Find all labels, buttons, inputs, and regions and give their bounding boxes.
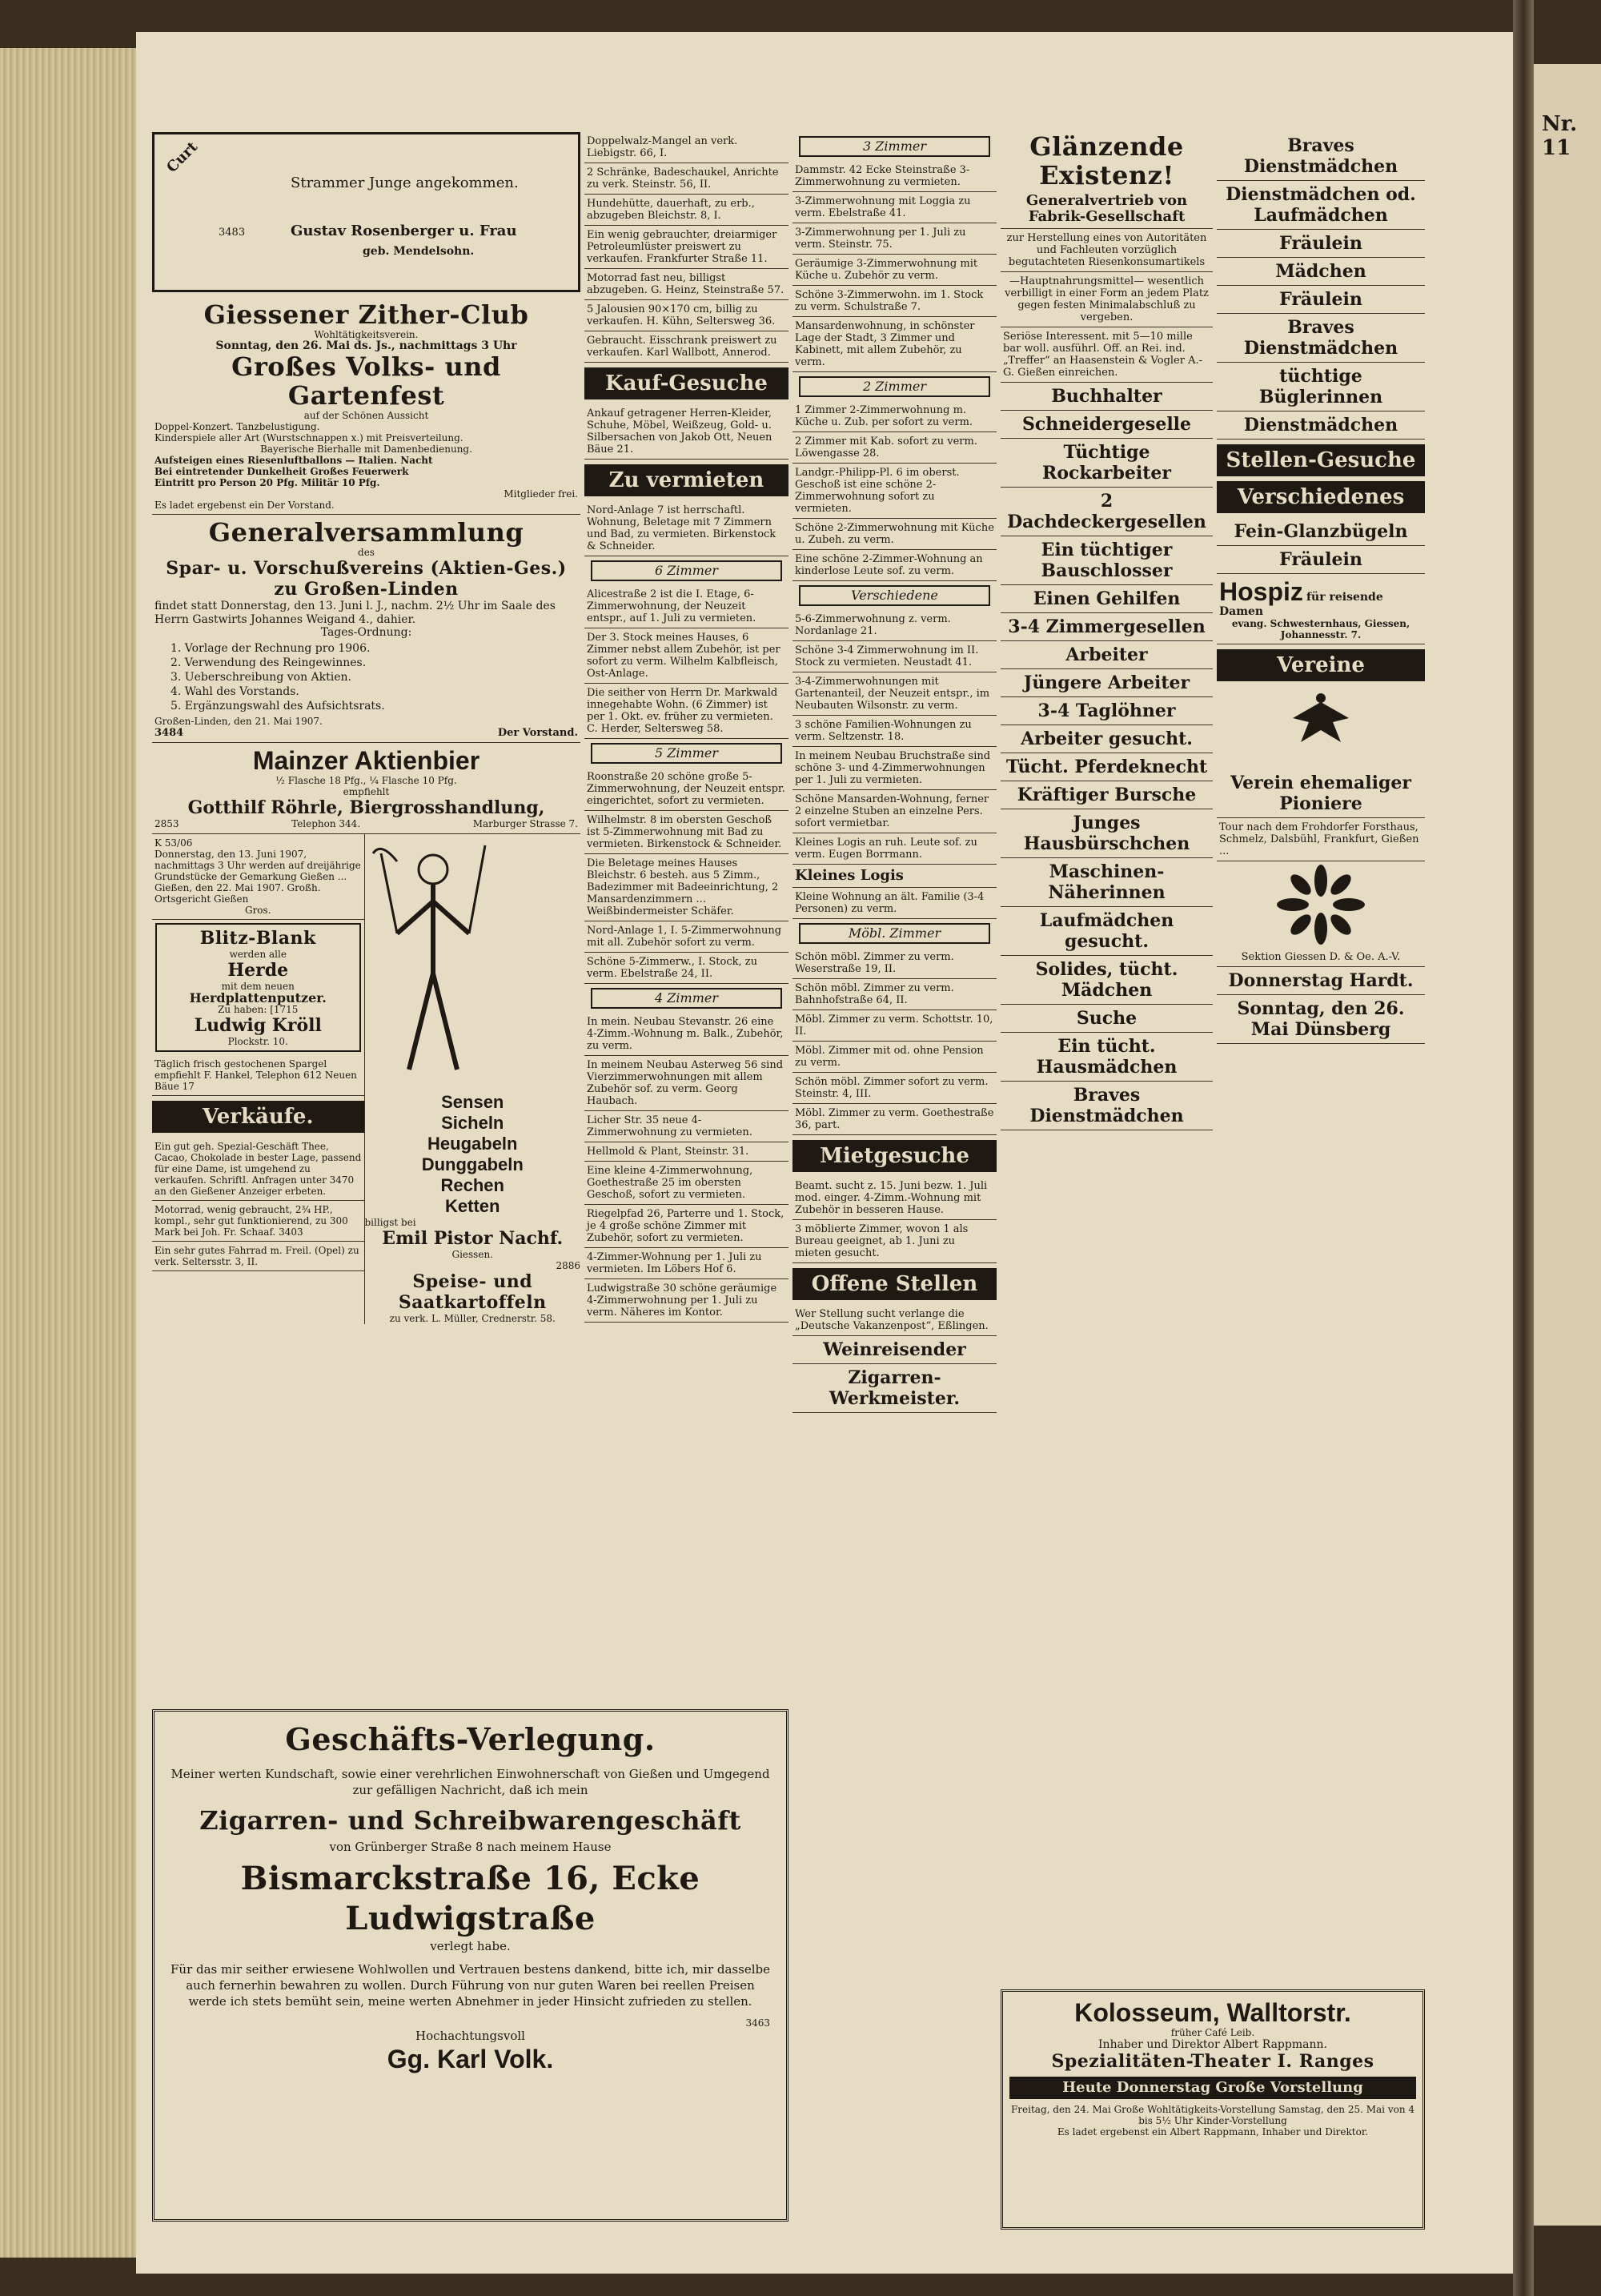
job-fr2: Fräulein: [1217, 286, 1425, 314]
blitz-l5: Zu haben: [1715: [218, 1004, 299, 1015]
blitz-addr: Plockstr. 10.: [227, 1036, 288, 1047]
pioniere-title: Verein ehemaliger Pioniere: [1217, 769, 1425, 818]
job-bursche: Kräftiger Bursche: [1001, 781, 1213, 809]
furnished-item: Möbl. Zimmer mit od. ohne Pension zu verm.: [792, 1042, 997, 1073]
existenz-title: Glänzende Existenz!: [1029, 132, 1184, 191]
verlegung-ref: 3463: [745, 2017, 770, 2029]
job-arbgesucht: Arbeiter gesucht.: [1001, 725, 1213, 753]
six-item: Der 3. Stock meines Hauses, 6 Zimmer nebst allem Zubehör, ist per sofort zu verm. Wilhelm Kalbfleisch, Ost-Anlage.: [584, 628, 788, 684]
three-rooms-head: 3 Zimmer: [799, 136, 990, 157]
four-item: Riegelpfad 26, Parterre und 1. Stock, je 4 große schöne Zimmer mit Zubehör, sofort zu vermieten.: [584, 1205, 788, 1248]
existenz-sub: Generalvertrieb von Fabrik-Gesellschaft: [1001, 190, 1213, 229]
meeting-org: Spar- u. Vorschußvereins (Aktien-Ges.): [166, 558, 567, 579]
existenz-text2: —Hauptnahrungsmittel— wesentlich verbilligt in einer Form an jedem Platz gegen festen Minimalabschluß zu vergeben.: [1001, 272, 1213, 327]
zither-line-2: Kinderspiele aller Art (Wurstschnappen x.) mit Preisverteilung.: [154, 432, 463, 444]
birth-announcement: [152, 132, 580, 292]
agenda-item: 3. Ueberschreibung von Aktien.: [171, 671, 351, 684]
beer-prices: ½ Flasche 18 Pfg., ¼ Flasche 10 Pfg.: [275, 775, 457, 786]
furnished-head: Möbl. Zimmer: [799, 923, 990, 944]
job-suche: Suche: [1001, 1005, 1213, 1033]
tool-item: Rechen: [440, 1175, 504, 1195]
farmer-illustration: [365, 837, 501, 1086]
three-item: Schöne 3-Zimmerwohn. im 1. Stock zu verm. Schulstraße 7.: [792, 286, 997, 317]
zither-place: auf der Schönen Aussicht: [303, 410, 429, 421]
meeting-sign: Der Vorstand.: [497, 727, 578, 739]
job-zimmer: 3-4 Zimmergesellen: [1001, 613, 1213, 641]
job-masch: Maschinen-Näherinnen: [1001, 858, 1213, 907]
furnished-item: Möbl. Zimmer zu verm. Goethestraße 36, part.: [792, 1104, 997, 1135]
book-spine: [1513, 0, 1534, 2296]
meeting-ad: [152, 515, 580, 743]
meeting-place: zu Großen-Linden: [274, 579, 459, 600]
five-item: Die Beletage meines Hauses Bleichstr. 6 besteh. aus 5 Zimm., Badezimmer mit Badeeinrichtung, 2 Mansardenzimmern ... Weißbindermeister Schäfer.: [584, 854, 788, 921]
tool-item: Sensen: [441, 1092, 504, 1112]
two-item: 2 Zimmer mit Kab. sofort zu verm. Löwengasse 28.: [792, 432, 997, 464]
birth-text: Strammer Junge angekommen.: [291, 175, 519, 191]
meeting-agenda: [171, 641, 578, 713]
hospiz-title: Hospiz: [1219, 577, 1303, 606]
job-arbeiter: Arbeiter: [1001, 641, 1213, 669]
page-stack-edge: [0, 48, 136, 2258]
four-item: Hellmold & Plant, Steinstr. 31.: [584, 1142, 788, 1162]
beer-phone: Telephon 344.: [291, 818, 361, 829]
kauf-item: Ankauf getragener Herren-Kleider, Schuhe, Möbel, Weißzeug, Gold- u. Silbersachen von Jakob Ott, Neuen Bäue 21.: [584, 404, 788, 460]
job-brav2: Braves Dienstmädchen: [1217, 314, 1425, 363]
meeting-intro: findet statt Donnerstag, den 13. Juni l. J., nachm. 2½ Uhr im Saale des Herrn Gastwirts Johannes Weigand 4., dahier.: [154, 600, 556, 626]
job-rock: Tüchtige Rockarbeiter: [1001, 439, 1213, 488]
two-item: 1 Zimmer 2-Zimmerwohnung m. Küche u. Zub. per sofort zu verm.: [792, 401, 997, 432]
furnished-item: Schön möbl. Zimmer zu verm. Bahnhofstraße 64, II.: [792, 979, 997, 1010]
kolosseum-today: Heute Donnerstag Große Vorstellung: [1009, 2077, 1416, 2099]
job-schlosser: Ein tüchtiger Bauschlosser: [1001, 536, 1213, 585]
column-1: [152, 132, 580, 1701]
verkaufe-item: Ein gut geh. Spezial-Geschäft Thee, Cacao, Chokolade in bester Lage, passend für eine Dame, ist umgehend zu verkaufen. Schriftl. Anfragen unter 3470 an den Gießener Anzeiger erbeten.: [152, 1138, 364, 1201]
beer-seller: Gotthilf Röhrle, Biergrosshandlung,: [187, 797, 545, 818]
existenz-text: zur Herstellung eines von Autoritäten und Fachleuten vorzüglich begutachteten Riesenkonsumartikels: [1001, 229, 1213, 272]
birth-names: Gustav Rosenberger u. Frau: [291, 223, 517, 239]
agenda-item: 5. Ergänzungswahl des Aufsichtsrats.: [171, 700, 385, 712]
zither-line-5: Bei eintretender Dunkelheit Großes Feuerwerk: [154, 466, 409, 477]
job-haus: Junges Hausbürschchen: [1001, 809, 1213, 858]
kolosseum-end: Es ladet ergebenst ein Albert Rappmann, Inhaber und Direktor.: [1057, 2126, 1369, 2137]
three-item: 3-Zimmerwohnung per 1. Juli zu verm. Steinstr. 75.: [792, 223, 997, 255]
verm-item: Nord-Anlage 7 ist herrschaftl. Wohnung, Beletage mit 7 Zimmern und Bad, zu vermieten. Birkenstock & Schneider.: [584, 501, 788, 556]
sale-item: Ein wenig gebrauchter, dreiarmiger Petroleumlüster preiswert zu verkaufen. Frankfurter Straße 11.: [584, 226, 788, 269]
meeting-agenda-title: Tages-Ordnung:: [320, 626, 412, 639]
two-item: Eine schöne 2-Zimmer-Wohnung an kinderlose Leute sof. zu verm.: [792, 550, 997, 581]
blitz-l1: werden alle: [229, 949, 287, 960]
verlegung-p2: Für das mir seither erwiesene Wohlwollen und Vertrauen bestens dankend, bitte ich, mir dasselbe auch fernerhin bewahren zu wollen. Durch Führung von nur guten Waren bei reellen Preisen werde ich stets bemüht sein, meine werten Abnehmer in jeder Hinsicht zufrieden zu stellen.: [171, 1962, 770, 2009]
sonntag: Sonntag, den 26. Mai Dünsberg: [1217, 995, 1425, 1044]
spargel-ad: Täglich frisch gestochenen Spargel empfiehlt F. Hankel, Telephon 612 Neuen Bäue 17: [152, 1055, 364, 1096]
various-item: Schöne Mansarden-Wohnung, ferner 2 einzelne Stuben an einzelne Pers. sofort vermietbar.: [792, 790, 997, 833]
sale-item: Hundehütte, dauerhaft, zu erb., abzugeben Bleichstr. 8, I.: [584, 195, 788, 226]
verm-banner: Zu vermieten: [584, 464, 788, 496]
geschaefts-verlegung-ad: [152, 1709, 788, 2222]
zither-line-4: Aufsteigen eines Riesenluftballons — Italien. Nacht: [154, 455, 433, 466]
agenda-item: 2. Verwendung des Reingewinnes.: [171, 656, 367, 669]
five-rooms-head: 5 Zimmer: [591, 743, 782, 764]
hospiz-ad: [1217, 574, 1425, 644]
next-page-number: Nr. 11: [1542, 112, 1578, 160]
sale-item: 5 Jalousien 90×170 cm, billig zu verkaufen. H. Kühn, Seltersweg 36.: [584, 300, 788, 331]
furnished-item: Möbl. Zimmer zu verm. Schottstr. 10, II.: [792, 1010, 997, 1042]
various-item: Kleines Logis an ruh. Leute sof. zu verm. Eugen Borrmann.: [792, 833, 997, 865]
birth-maiden: geb. Mendelsohn.: [363, 245, 475, 258]
eagle-emblem-icon: [1277, 686, 1365, 766]
various-item: 3 schöne Familien-Wohnungen zu verm. Seltzenstr. 18.: [792, 716, 997, 747]
agenda-item: 1. Vorlage der Rechnung pro 1906.: [171, 642, 371, 655]
tool-item: Ketten: [445, 1196, 500, 1216]
two-item: Landgr.-Philipp-Pl. 6 im oberst. Geschoß ist eine schöne 2-Zimmerwohnung sofort zu vermieten.: [792, 464, 997, 519]
job-gehilfe: Einen Gehilfen: [1001, 585, 1213, 613]
six-item: Die seither von Herrn Dr. Markwald innegehabte Wohn. (6 Zimmer) ist per 1. Okt. ev. früher zu vermieten. C. Herder, Seltersweg 58.: [584, 684, 788, 739]
six-item: Alicestraße 2 ist die I. Etage, 6-Zimmerwohnung, der Neuzeit entspr., auf 1. Juli zu vermieten.: [584, 585, 788, 628]
job-bueg: tüchtige Büglerinnen: [1217, 363, 1425, 411]
zither-line-6: Eintritt pro Person 20 Pfg. Militär 10 Pfg.: [154, 477, 380, 488]
potatoes-title: Speise- und Saatkartoffeln: [398, 1271, 547, 1313]
three-item: Dammstr. 42 Ecke Steinstraße 3-Zimmerwohnung zu vermieten.: [792, 161, 997, 192]
verlegung-verlegt: verlegt habe.: [430, 1939, 511, 1953]
sektion-title: Sektion Giessen D. & Oe. A.-V.: [1217, 948, 1425, 967]
tool-item: Dunggabeln: [421, 1154, 524, 1174]
kolosseum-spec: Spezialitäten-Theater I. Ranges: [1051, 2051, 1374, 2072]
four-item: In meinem Neubau Asterweg 56 sind Vierzimmerwohnungen mit allem Zubehör sof. zu verm. Georg Haubach.: [584, 1056, 788, 1111]
job-brav-dm: Braves Dienstmädchen: [1217, 132, 1425, 181]
various-item: Schöne 3-4 Zimmerwohnung im II. Stock zu vermieten. Neustadt 41.: [792, 641, 997, 672]
pioniere-text: Tour nach dem Frohdorfer Forsthaus, Schmelz, Dalsbühl, Frankfurt, Gießen ...: [1217, 818, 1425, 861]
furnished-item: Schön möbl. Zimmer zu verm. Weserstraße 19, II.: [792, 948, 997, 979]
zither-event: Großes Volks- und Gartenfest: [231, 351, 501, 411]
blitz-l3: mit dem neuen: [221, 981, 295, 992]
job-schneider: Schneidergeselle: [1001, 411, 1213, 439]
three-item: Mansardenwohnung, in schönster Lage der Stadt, 3 Zimmer und Kabinett, mit allem Zubehör, zu verm.: [792, 317, 997, 372]
four-item: Ludwigstraße 30 schöne geräumige 4-Zimmerwohnung per 1. Juli zu verm. Näheres im Kontor.: [584, 1279, 788, 1323]
meeting-date: Großen-Linden, den 21. Mai 1907.: [154, 716, 323, 727]
beer-title: Mainzer Aktienbier: [252, 746, 480, 775]
miet-item: 3 möblierte Zimmer, wovon 1 als Bureau geeignet, ab 1. Juni zu mieten gesucht.: [792, 1220, 997, 1263]
tools-ref: 2886: [556, 1260, 580, 1271]
column-4: [1001, 132, 1213, 2270]
job-pferd: Tücht. Pferdeknecht: [1001, 753, 1213, 781]
job-hausm: Ein tücht. Hausmädchen: [1001, 1033, 1213, 1082]
miet-item: Beamt. sucht z. 15. Juni bezw. 1. Juli mod. einger. 4-Zimm.-Wohnung mit Zubehör in besseren Hause.: [792, 1177, 997, 1220]
various-item: In meinem Neubau Bruchstraße sind schöne 3- und 4-Zimmerwohnungen per 1. Juli zu vermieten.: [792, 747, 997, 790]
blitz-l2: Herde: [227, 960, 289, 981]
verlegung-addr: Bismarckstraße 16, Ecke Ludwigstraße: [240, 1860, 700, 1937]
five-item: Roonstraße 20 schöne große 5-Zimmerwohnung, der Neuzeit entspr. eingerichtet, sofort zu vermieten.: [584, 768, 788, 811]
job-jung: Jüngere Arbeiter: [1001, 669, 1213, 697]
verlegung-hoch: Hochachtungsvoll: [415, 2029, 525, 2043]
kolosseum-title: Kolosseum, Walltorstr.: [1074, 1998, 1351, 2027]
announcement-tag: Curt: [163, 138, 202, 176]
job-mad: Mädchen: [1217, 258, 1425, 286]
sale-item: Doppelwalz-Mangel an verk. Liebigstr. 66, I.: [584, 132, 788, 163]
hospiz-addr: evang. Schwesternhaus, Giessen, Johannesstr. 7.: [1231, 618, 1410, 640]
hospiz-sub: für reisende Damen: [1219, 591, 1383, 618]
verlegung-title: Geschäfts-Verlegung.: [285, 1721, 656, 1757]
various-head: Verschiedene: [799, 585, 990, 606]
five-item: Nord-Anlage 1, I. 5-Zimmerwohnung mit all. Zubehör sofort zu verm.: [584, 921, 788, 953]
kolosseum-owner: Inhaber und Direktor Albert Rappmann.: [1098, 2038, 1327, 2051]
zigarren-ad: Zigarren-Werkmeister.: [792, 1364, 997, 1413]
verlegung-shop: Zigarren- und Schreibwarengeschäft: [199, 1805, 741, 1836]
miet-banner: Mietgesuche: [792, 1140, 997, 1172]
job-dach: 2 Dachdeckergesellen: [1001, 488, 1213, 536]
kolosseum-fri: Freitag, den 24. Mai Große Wohltätigkeits-Vorstellung Samstag, den 25. Mai von 4 bis 5½ Uhr Kinder-Vorstellung: [1010, 2104, 1415, 2126]
blitz-title: Blitz-Blank: [199, 928, 316, 949]
three-item: Geräumige 3-Zimmerwohnung mit Küche u. Zubehör zu verm.: [792, 255, 997, 286]
fein-ad: Fein-Glanzbügeln: [1217, 518, 1425, 546]
birth-ref: 3483: [219, 227, 246, 239]
auction-notice: [152, 834, 364, 920]
small-flat: Kleine Wohnung an ält. Familie (3-4 Personen) zu verm.: [792, 888, 997, 919]
zither-line-7: Mitglieder frei.: [504, 488, 578, 500]
zither-date: Sonntag, den 26. Mai ds. Js., nachmittags 3 Uhr: [215, 339, 517, 352]
stellen-gesuche-banner: Stellen-Gesuche: [1217, 444, 1425, 476]
tool-item: Heugabeln: [427, 1134, 518, 1154]
frl-ad: Fräulein: [1217, 546, 1425, 574]
job-lauf: Laufmädchen gesucht.: [1001, 907, 1213, 956]
tools-seller: Emil Pistor Nachf.: [382, 1228, 564, 1249]
verlegung-p1: Meiner werten Kundschaft, sowie einer verehrlichen Einwohnerschaft von Gießen und Umgegend zur gefälligen Nachricht, daß ich mein: [171, 1767, 770, 1797]
beer-empf: empfiehlt: [343, 786, 390, 797]
two-item: Schöne 2-Zimmerwohnung mit Küche u. Zubeh. zu verm.: [792, 519, 997, 550]
beer-addr: Marburger Strasse 7.: [472, 818, 578, 829]
beer-ad: [152, 743, 580, 834]
zither-line-1: Doppel-Konzert. Tanzbelustigung.: [154, 421, 320, 432]
auction-sign: Gros.: [244, 905, 271, 916]
sale-item: 2 Schränke, Badeschaukel, Anrichte zu verk. Steinstr. 56, II.: [584, 163, 788, 195]
verkaufe-item: Ein sehr gutes Fahrrad m. Freil. (Opel) zu verk. Seltersstr. 3, II.: [152, 1242, 364, 1271]
tools-city: Giessen.: [451, 1249, 493, 1260]
meeting-title: Generalversammlung: [208, 517, 524, 548]
job-dm: Dienstmädchen od. Laufmädchen: [1217, 181, 1425, 230]
tools-price: billigst bei: [364, 1217, 416, 1228]
potatoes-seller: zu verk. L. Müller, Crednerstr. 58.: [389, 1313, 556, 1324]
four-rooms-head: 4 Zimmer: [591, 988, 782, 1009]
job-buchhalter: Buchhalter: [1001, 383, 1213, 411]
verlegung-name: Gg. Karl Volk.: [387, 2045, 554, 2073]
furnished-item: Schön möbl. Zimmer sofort zu verm. Steinstr. 4, III.: [792, 1073, 997, 1104]
verschiedenes-banner: Verschiedenes: [1217, 481, 1425, 513]
five-item: Wilhelmstr. 8 im obersten Geschoß ist 5-Zimmerwohnung mit Bad zu vermieten. Birkenstock & Schneider.: [584, 811, 788, 854]
existenz-text3: Seriöse Interessent. mit 5—10 mille bar woll. ausführl. Off. an Rei. ind. „Treffer“ an Haasenstein & Vogler A.-G. Gießen einreichen.: [1001, 327, 1213, 383]
logis-head: Kleines Logis: [792, 865, 997, 888]
four-item: Eine kleine 4-Zimmerwohnung, Goethestraße 25 im obersten Geschoß, sofort zu vermieten.: [584, 1162, 788, 1205]
kolosseum-sub: früher Café Leib.: [1170, 2027, 1255, 2038]
six-rooms-head: 6 Zimmer: [591, 560, 782, 581]
job-dm2: Dienstmädchen: [1217, 411, 1425, 440]
various-item: 5-6-Zimmerwohnung z. verm. Nordanlage 21.: [792, 610, 997, 641]
auction-ref: K 53/06: [154, 837, 193, 849]
four-item: Licher Str. 35 neue 4-Zimmerwohnung zu vermieten.: [584, 1111, 788, 1142]
stellen-banner: Offene Stellen: [792, 1268, 997, 1300]
two-rooms-head: 2 Zimmer: [799, 376, 990, 397]
auction-text: Donnerstag, den 13. Juni 1907, nachmittags 3 Uhr werden auf dreijährige Grundstücke der Gemarkung Gießen ... Gießen, den 22. Mai 1907. Großh. Ortsgericht Gießen: [154, 849, 361, 905]
job-fr: Fräulein: [1217, 230, 1425, 258]
zither-title: Giessener Zither-Club: [203, 299, 529, 330]
four-item: In mein. Neubau Stevanstr. 26 eine 4-Zimm.-Wohnung m. Balk., Zubehör, zu verm.: [584, 1013, 788, 1056]
meeting-ref: 3484: [154, 727, 184, 739]
blitz-l4: Herdplattenputzer.: [189, 990, 327, 1006]
blitz-seller: Ludwig Kröll: [194, 1015, 322, 1036]
tool-item: Sicheln: [441, 1113, 504, 1133]
edelweiss-icon: [1277, 865, 1365, 945]
sale-item: Gebraucht. Eisschrank preiswert zu verkaufen. Karl Wallbott, Annerod.: [584, 331, 788, 363]
agenda-item: 4. Wahl des Vorstands.: [171, 685, 299, 698]
various-item: 3-4-Zimmerwohnungen mit Gartenanteil, der Neuzeit entspr., im Neubauten Wilsonstr. zu verm.: [792, 672, 997, 716]
kauf-banner: Kauf-Gesuche: [584, 367, 788, 399]
zither-club-ad: [152, 297, 580, 515]
three-item: 3-Zimmerwohnung mit Loggia zu verm. Ebelstraße 41.: [792, 192, 997, 223]
vakanz-ad: Wer Stellung sucht verlange die „Deutsche Vakanzenpost“, Eßlingen.: [792, 1305, 997, 1336]
zither-line-3: Bayerische Bierhalle mit Damenbedienung.: [260, 444, 472, 455]
zither-sub: Wohltätigkeitsverein.: [314, 329, 419, 340]
zither-footer: Es ladet ergebenst ein Der Vorstand.: [154, 500, 335, 511]
column-2: [584, 132, 788, 1701]
meeting-of: des: [358, 547, 375, 558]
verlegung-from: von Grünberger Straße 8 nach meinem Hause: [329, 1840, 612, 1854]
kolosseum-ad: [1001, 1989, 1425, 2230]
column-5: [1217, 132, 1425, 2270]
job-tag: 3-4 Taglöhner: [1001, 697, 1213, 725]
verkaufe-item: Motorrad, wenig gebraucht, 2¾ HP., kompl., sehr gut funktionierend, zu 300 Mark bei Joh. Fr. Schaaf. 3403: [152, 1201, 364, 1242]
vereine-banner: Vereine: [1217, 649, 1425, 681]
four-item: 4-Zimmer-Wohnung per 1. Juli zu vermieten. Im Löbers Hof 6.: [584, 1248, 788, 1279]
blitz-blank-ad: [155, 923, 361, 1052]
wein-ad: Weinreisender: [792, 1336, 997, 1364]
column-3: [792, 132, 997, 2270]
job-solid: Solides, tücht. Mädchen: [1001, 956, 1213, 1005]
newspaper-page: [136, 32, 1513, 2274]
job-brav: Braves Dienstmädchen: [1001, 1082, 1213, 1130]
verkaufe-banner: Verkäufe.: [152, 1101, 364, 1133]
donnerstag: Donnerstag Hardt.: [1217, 967, 1425, 995]
beer-ref: 2853: [154, 818, 179, 829]
next-page-edge: [1534, 64, 1601, 2226]
five-item: Schöne 5-Zimmerw., I. Stock, zu verm. Ebelstraße 24, II.: [584, 953, 788, 984]
sale-item: Motorrad fast neu, billigst abzugeben. G. Heinz, Steinstraße 57.: [584, 269, 788, 300]
